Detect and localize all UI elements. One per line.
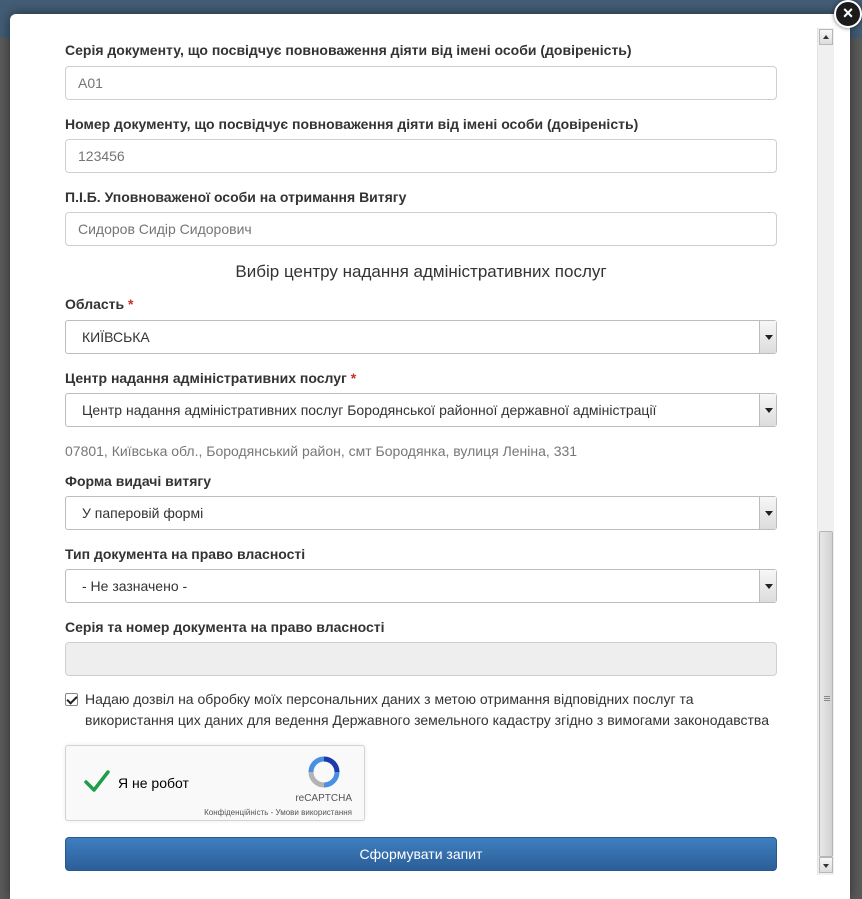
- close-button[interactable]: ×: [834, 0, 862, 28]
- chevron-down-icon[interactable]: [759, 570, 776, 602]
- section-title: Вибір центру надання адміністративних послуг: [235, 262, 607, 281]
- grip-icon: [824, 696, 830, 697]
- recaptcha-widget[interactable]: [65, 745, 365, 821]
- scroll-thumb[interactable]: [819, 531, 833, 857]
- issue-form-select-value: У паперовій формі: [82, 505, 204, 521]
- checkmark-icon[interactable]: [84, 768, 110, 794]
- recaptcha-logo-icon: [308, 756, 340, 788]
- recaptcha-links[interactable]: Конфіденційність - Умови використання: [204, 808, 352, 817]
- submit-button[interactable]: Сформувати запит: [65, 837, 777, 871]
- issue-form-label: Форма видачі витягу: [65, 473, 212, 489]
- scroll-down-button[interactable]: [819, 857, 833, 873]
- scroll-up-button[interactable]: [819, 29, 833, 45]
- required-mark: *: [128, 296, 134, 312]
- modal-scrollbar[interactable]: [817, 28, 834, 875]
- ownership-doc-number-label: Серія та номер документа на право власності: [65, 619, 385, 635]
- doc-number-input[interactable]: [65, 139, 777, 173]
- ownership-doc-number-input: [65, 642, 777, 676]
- authorized-person-input[interactable]: [65, 212, 777, 246]
- center-address: 07801, Київська обл., Бородянський район, смт Бородянка, вулиця Леніна, 331: [65, 443, 578, 459]
- center-select[interactable]: [65, 393, 777, 427]
- recaptcha-brand: reCAPTCHA: [295, 793, 352, 804]
- region-label: [65, 296, 133, 312]
- ownership-doc-type-label: Тип документа на право власності: [65, 546, 306, 562]
- ownership-doc-type-select[interactable]: [65, 569, 777, 603]
- request-modal: [10, 14, 850, 899]
- ownership-doc-type-value: - Не зазначено -: [82, 578, 188, 594]
- chevron-down-icon[interactable]: [759, 394, 776, 426]
- doc-number-label: Номер документу, що посвідчує повноваження діяти від імені особи (довіреність): [65, 116, 639, 132]
- doc-series-input[interactable]: [65, 66, 777, 100]
- center-label-text: Центр надання адміністративних послуг: [65, 370, 347, 386]
- region-select[interactable]: [65, 320, 777, 354]
- doc-series-label: Серія документу, що посвідчує повноваження діяти від імені особи (довіреність): [65, 42, 632, 58]
- required-mark: *: [350, 370, 357, 386]
- issue-form-select[interactable]: [65, 496, 777, 530]
- region-label-text: Область: [65, 296, 125, 312]
- chevron-down-icon[interactable]: [759, 321, 776, 353]
- center-select-value: Центр надання адміністративних послуг Бородянської районної державної адміністрації: [82, 402, 657, 418]
- chevron-down-icon[interactable]: [759, 497, 776, 529]
- recaptcha-label: Я не робот: [118, 775, 189, 791]
- consent-text: Надаю дозвіл на обробку моїх персональних даних з метою отримання відповідних послуг та використання цих даних для ведення Державного земельного кадастру згідно з вимогами законодавства: [85, 691, 769, 728]
- region-select-value: КИЇВСЬКА: [82, 329, 150, 345]
- authorized-person-label: П.І.Б. Уповноваженої особи на отримання Витягу: [65, 189, 407, 205]
- center-label: [65, 370, 356, 386]
- consent-checkbox[interactable]: [65, 693, 78, 706]
